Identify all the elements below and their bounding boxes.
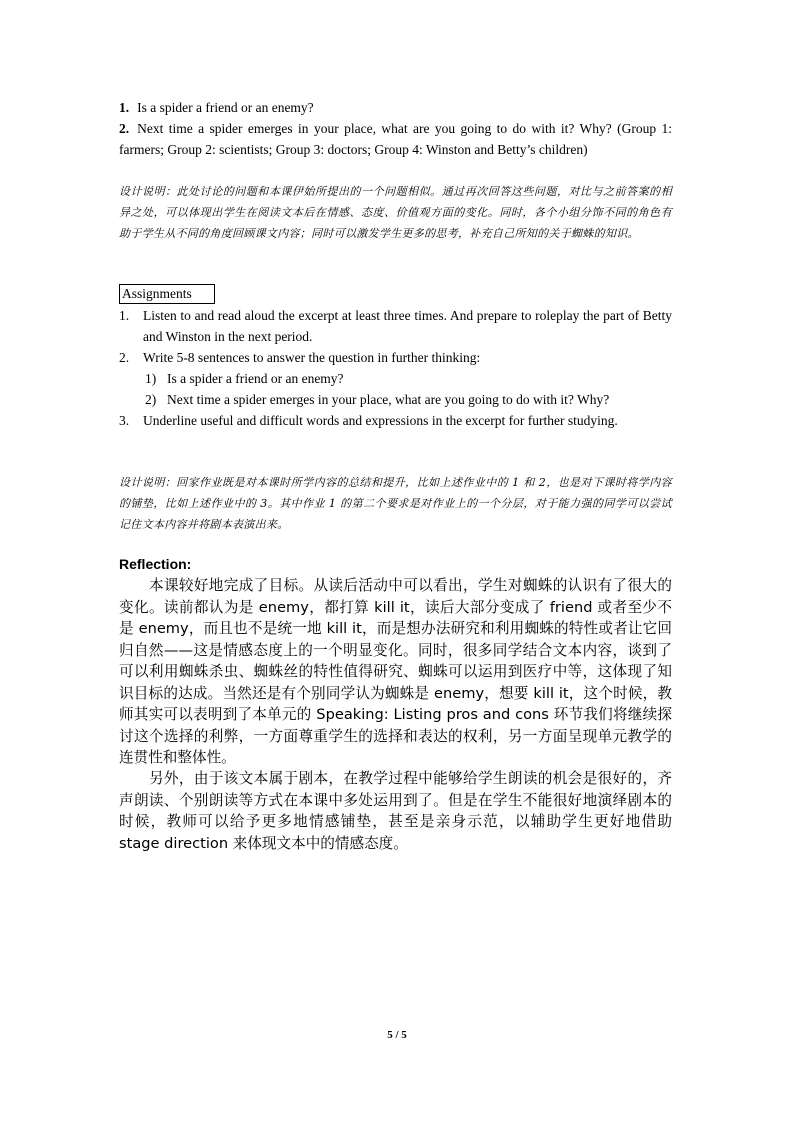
assignment-subitem xyxy=(119,368,672,389)
question-text: Next time a spider emerges in your place, what are you going to do with it? Why? (Group 1: farmers; Group 2: scientists; Group 3: doctors; Group 4: Winston and Betty’s children) xyxy=(119,121,672,157)
item-text: Listen to and read aloud the excerpt at least three times. And prepare to roleplay the part of Betty and Winston in the next period. xyxy=(143,308,672,344)
question-1 xyxy=(119,97,672,118)
question-number: 2. xyxy=(119,121,130,136)
reflection-paragraph-2: 另外，由于该文本属于剧本，在教学过程中能够给学生朗读的机会是很好的，齐声朗读、个别朗读等方式在本课中多处运用到了。但是在学生不能很好地演绎剧本的时候，教师可以给予更多地情感铺垫，甚至是亲身示范，以辅助学生更好地借助 stage direction 来体现文本中的情感态度。 xyxy=(119,770,672,852)
assignment-subitem xyxy=(119,389,672,410)
item-number: 3. xyxy=(119,413,130,428)
design-note-discussion: 设计说明：此处讨论的问题和本课伊始所提出的一个问题相似。通过再次回答这些问题，对比与之前答案的相异之处，可以体现出学生在阅读文本后在情感、态度、价值观方面的变化。同时，各个小组分饰不同的角色有助于学生从不同的角度回顾课文内容；同时可以激发学生更多的思考，补充自己所知的关于蜘蛛的知识。 xyxy=(119,185,672,240)
assignment-item xyxy=(119,305,672,347)
assignments-title: Assignments xyxy=(119,284,215,304)
question-2 xyxy=(119,118,672,160)
item-text: Is a spider a friend or an enemy? xyxy=(167,371,344,386)
question-text: Is a spider a friend or an enemy? xyxy=(137,100,314,115)
reflection-heading: Reflection: xyxy=(119,556,192,572)
design-note-assignments: 设计说明：回家作业既是对本课时所学内容的总结和提升，比如上述作业中的 1 和 2，也是对下课时将学内容的铺垫，比如上述作业中的 3。其中作业 1 的第二个要求是对作业上的一个分层，对于能力强的同学可以尝试记住文本内容并将剧本表演出来。 xyxy=(119,476,672,531)
item-number: 2) xyxy=(145,392,157,407)
page-number: 5 / 5 xyxy=(387,1029,407,1041)
item-text: Write 5-8 sentences to answer the question in further thinking: xyxy=(143,350,481,365)
item-number: 1. xyxy=(119,308,130,323)
assignments-list xyxy=(119,305,672,431)
assignment-item xyxy=(119,410,672,431)
item-text: Underline useful and difficult words and expressions in the excerpt for further studying. xyxy=(143,413,618,428)
reflection-paragraph-1: 本课较好地完成了目标。从读后活动中可以看出，学生对蜘蛛的认识有了很大的变化。读前都认为是 enemy，都打算 kill it，读后大部分变成了 friend 或者至少不是 enemy，而且也不是统一地 kill it，而是想办法研究和利用蜘蛛的特性或者让它回归自然——这是情感态度上的一个明显变化。同时，很多同学结合文本内容，谈到了可以利用蜘蛛杀虫、蜘蛛丝的特性值得研究、蜘蛛可以运用到医疗中等，这体现了知识目标的达成。当然还是有个别同学认为蜘蛛是 enemy，想要 kill it，这个时候，教师其实可以表明到了本单元的 Speaking: Listing pros and cons 环节我们将继续探讨这个选择的利弊，一方面尊重学生的选择和表达的权利，另一方面呈现单元教学的连贯性和整体性。 xyxy=(119,577,672,766)
question-number: 1. xyxy=(119,100,130,115)
item-number: 2. xyxy=(119,350,130,365)
assignment-item xyxy=(119,347,672,368)
item-number: 1) xyxy=(145,371,157,386)
item-text: Next time a spider emerges in your place, what are you going to do with it? Why? xyxy=(167,392,610,407)
